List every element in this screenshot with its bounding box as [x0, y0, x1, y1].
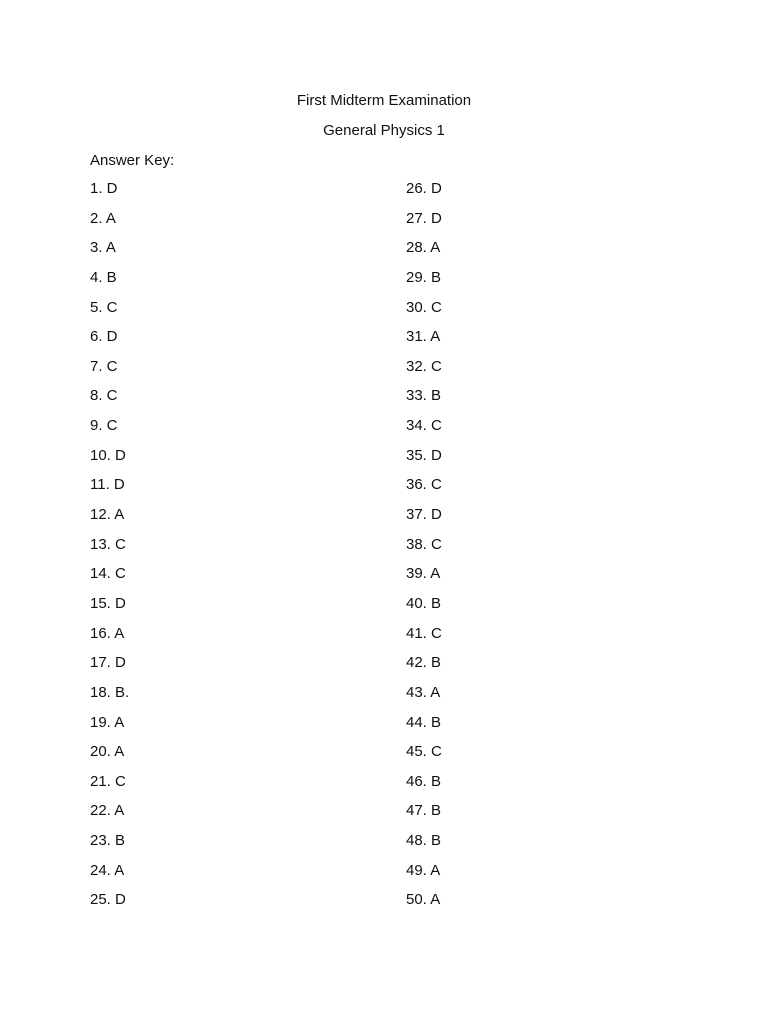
- answer-item: 26. D: [406, 180, 442, 197]
- answer-item: 30. C: [406, 298, 442, 316]
- answer-item: 18. B.: [90, 683, 130, 701]
- answers-column-right: [406, 180, 442, 921]
- answer-item: 31. A: [406, 328, 441, 346]
- answer-item: 44. B: [406, 713, 442, 731]
- answer-item: 40. B: [406, 594, 442, 612]
- answer-item: 15. D: [90, 594, 126, 612]
- answer-item: 38. C: [406, 535, 442, 553]
- answer-item: 34. C: [406, 417, 442, 435]
- answer-item: 50. A: [406, 891, 441, 909]
- answer-item: 8. C: [90, 387, 118, 405]
- answer-item: 11. D: [90, 476, 125, 494]
- answer-item: 48. B: [406, 832, 442, 850]
- answer-item: 23. B: [90, 832, 126, 850]
- answer-item: 12. A: [90, 506, 125, 524]
- answer-item: 47. B: [406, 802, 442, 820]
- answer-item: 32. C: [406, 357, 442, 375]
- answer-item: 1. D: [90, 180, 118, 197]
- answer-item: 36. C: [406, 476, 442, 494]
- answer-item: 14. C: [90, 565, 126, 583]
- answer-item: 43. A: [406, 683, 441, 701]
- answer-item: 22. A: [90, 802, 125, 820]
- answer-item: 25. D: [90, 891, 126, 909]
- answer-item: 29. B: [406, 268, 442, 286]
- answer-item: 7. C: [90, 357, 118, 375]
- answer-item: 45. C: [406, 743, 442, 761]
- answer-item: 33. B: [406, 387, 442, 405]
- answer-item: 9. C: [90, 417, 118, 435]
- answer-item: 20. A: [90, 743, 125, 761]
- answer-item: 27. D: [406, 209, 442, 227]
- answer-item: 3. A: [90, 239, 116, 257]
- answer-item: 6. D: [90, 328, 118, 346]
- answer-item: 19. A: [90, 713, 125, 731]
- answer-item: 37. D: [406, 506, 442, 524]
- answer-item: 41. C: [406, 624, 442, 642]
- answer-item: 4. B: [90, 268, 117, 286]
- answer-item: 46. B: [406, 772, 442, 790]
- answer-item: 28. A: [406, 239, 441, 257]
- answer-item: 24. A: [90, 861, 125, 879]
- answer-item: 10. D: [90, 446, 126, 464]
- answer-item: 49. A: [406, 861, 441, 879]
- answer-item: 39. A: [406, 565, 441, 583]
- answer-item: 17. D: [90, 654, 126, 672]
- answer-item: 21. C: [90, 772, 126, 790]
- answer-item: 35. D: [406, 446, 442, 464]
- answers-column-left: [90, 180, 129, 921]
- answer-item: 5. C: [90, 298, 118, 316]
- answer-item: 16. A: [90, 624, 125, 642]
- answer-key-heading: Answer Key:: [90, 152, 175, 169]
- document-title: First Midterm Examination: [296, 92, 472, 109]
- answer-item: 13. C: [90, 535, 126, 553]
- document-subtitle: General Physics 1: [323, 122, 445, 139]
- answer-item: 2. A: [90, 209, 116, 227]
- answer-item: 42. B: [406, 654, 442, 672]
